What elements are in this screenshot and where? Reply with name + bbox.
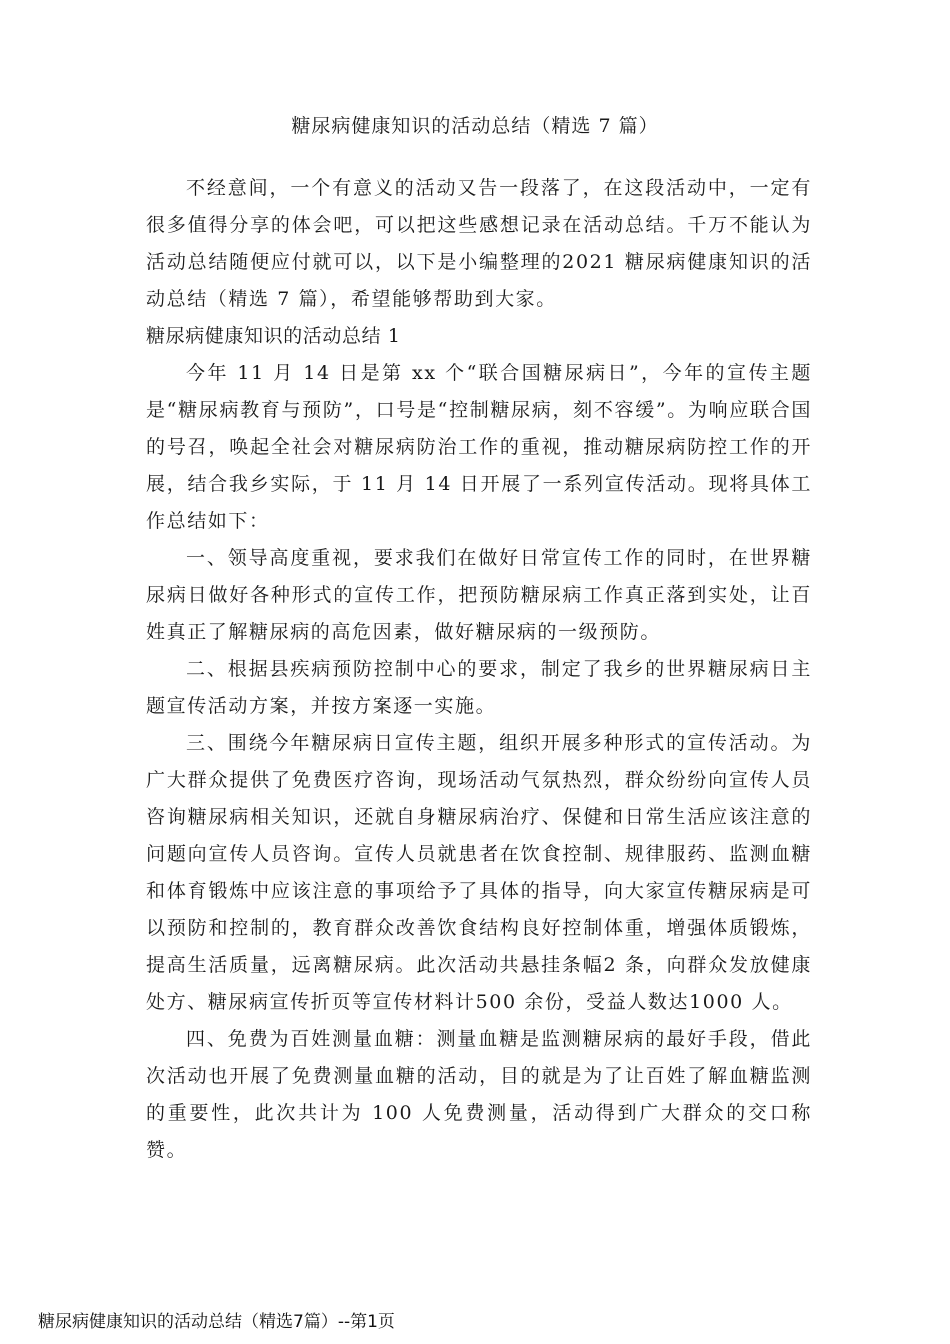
document-body — [146, 170, 812, 1169]
body-paragraph: 一、领导高度重视，要求我们在做好日常宣传工作的同时，在世界糖尿病日做好各种形式的宣传工作，把预防糖尿病工作真正落到实处，让百姓真正了解糖尿病的高危因素，做好糖尿病的一级预防。 — [146, 547, 812, 643]
document-title: 糖尿病健康知识的活动总结（精选 7 篇） — [291, 115, 659, 137]
section-heading: 糖尿病健康知识的活动总结 1 — [146, 325, 401, 347]
body-paragraph: 二、根据县疾病预防控制中心的要求，制定了我乡的世界糖尿病日主题宣传活动方案，并按方案逐一实施。 — [146, 658, 812, 717]
body-paragraph: 三、围绕今年糖尿病日宣传主题，组织开展多种形式的宣传活动。为广大群众提供了免费医疗咨询，现场活动气氛热烈，群众纷纷向宣传人员咨询糖尿病相关知识，还就自身糖尿病治疗、保健和日常生活应该注意的问题向宣传人员咨询。宣传人员就患者在饮食控制、规律服药、监测血糖和体育锻炼中应该注意的事项给予了具体的指导，向大家宣传糖尿病是可以预防和控制的，教育群众改善饮食结构良好控制体重，增强体质锻炼，提高生活质量，远离糖尿病。此次活动共悬挂条幅2 条，向群众发放健康处方、糖尿病宣传折页等宣传材料计500 余份，受益人数达1000 人。 — [146, 732, 812, 1013]
body-paragraph: 四、免费为百姓测量血糖：测量血糖是监测糖尿病的最好手段，借此次活动也开展了免费测量血糖的活动，目的就是为了让百姓了解血糖监测的重要性，此次共计为 100 人免费测量，活动得到广大群众的交口称赞。 — [146, 1028, 812, 1161]
intro-paragraph: 不经意间，一个有意义的活动又告一段落了，在这段活动中，一定有很多值得分享的体会吧，可以把这些感想记录在活动总结。千万不能认为活动总结随便应付就可以，以下是小编整理的2021 糖尿病健康知识的活动总结（精选 7 篇），希望能够帮助到大家。 — [146, 177, 812, 310]
page-footer: 糖尿病健康知识的活动总结（精选7篇）--第1页 — [38, 1312, 395, 1332]
body-paragraph: 今年 11 月 14 日是第 xx 个“联合国糖尿病日”，今年的宣传主题是“糖尿病教育与预防”，口号是“控制糖尿病，刻不容缓”。为响应联合国的号召，唤起全社会对糖尿病防治工作的重视，推动糖尿病防控工作的开展，结合我乡实际，于 11 月 14 日开展了一系列宣传活动。现将具体工作总结如下： — [146, 362, 812, 532]
